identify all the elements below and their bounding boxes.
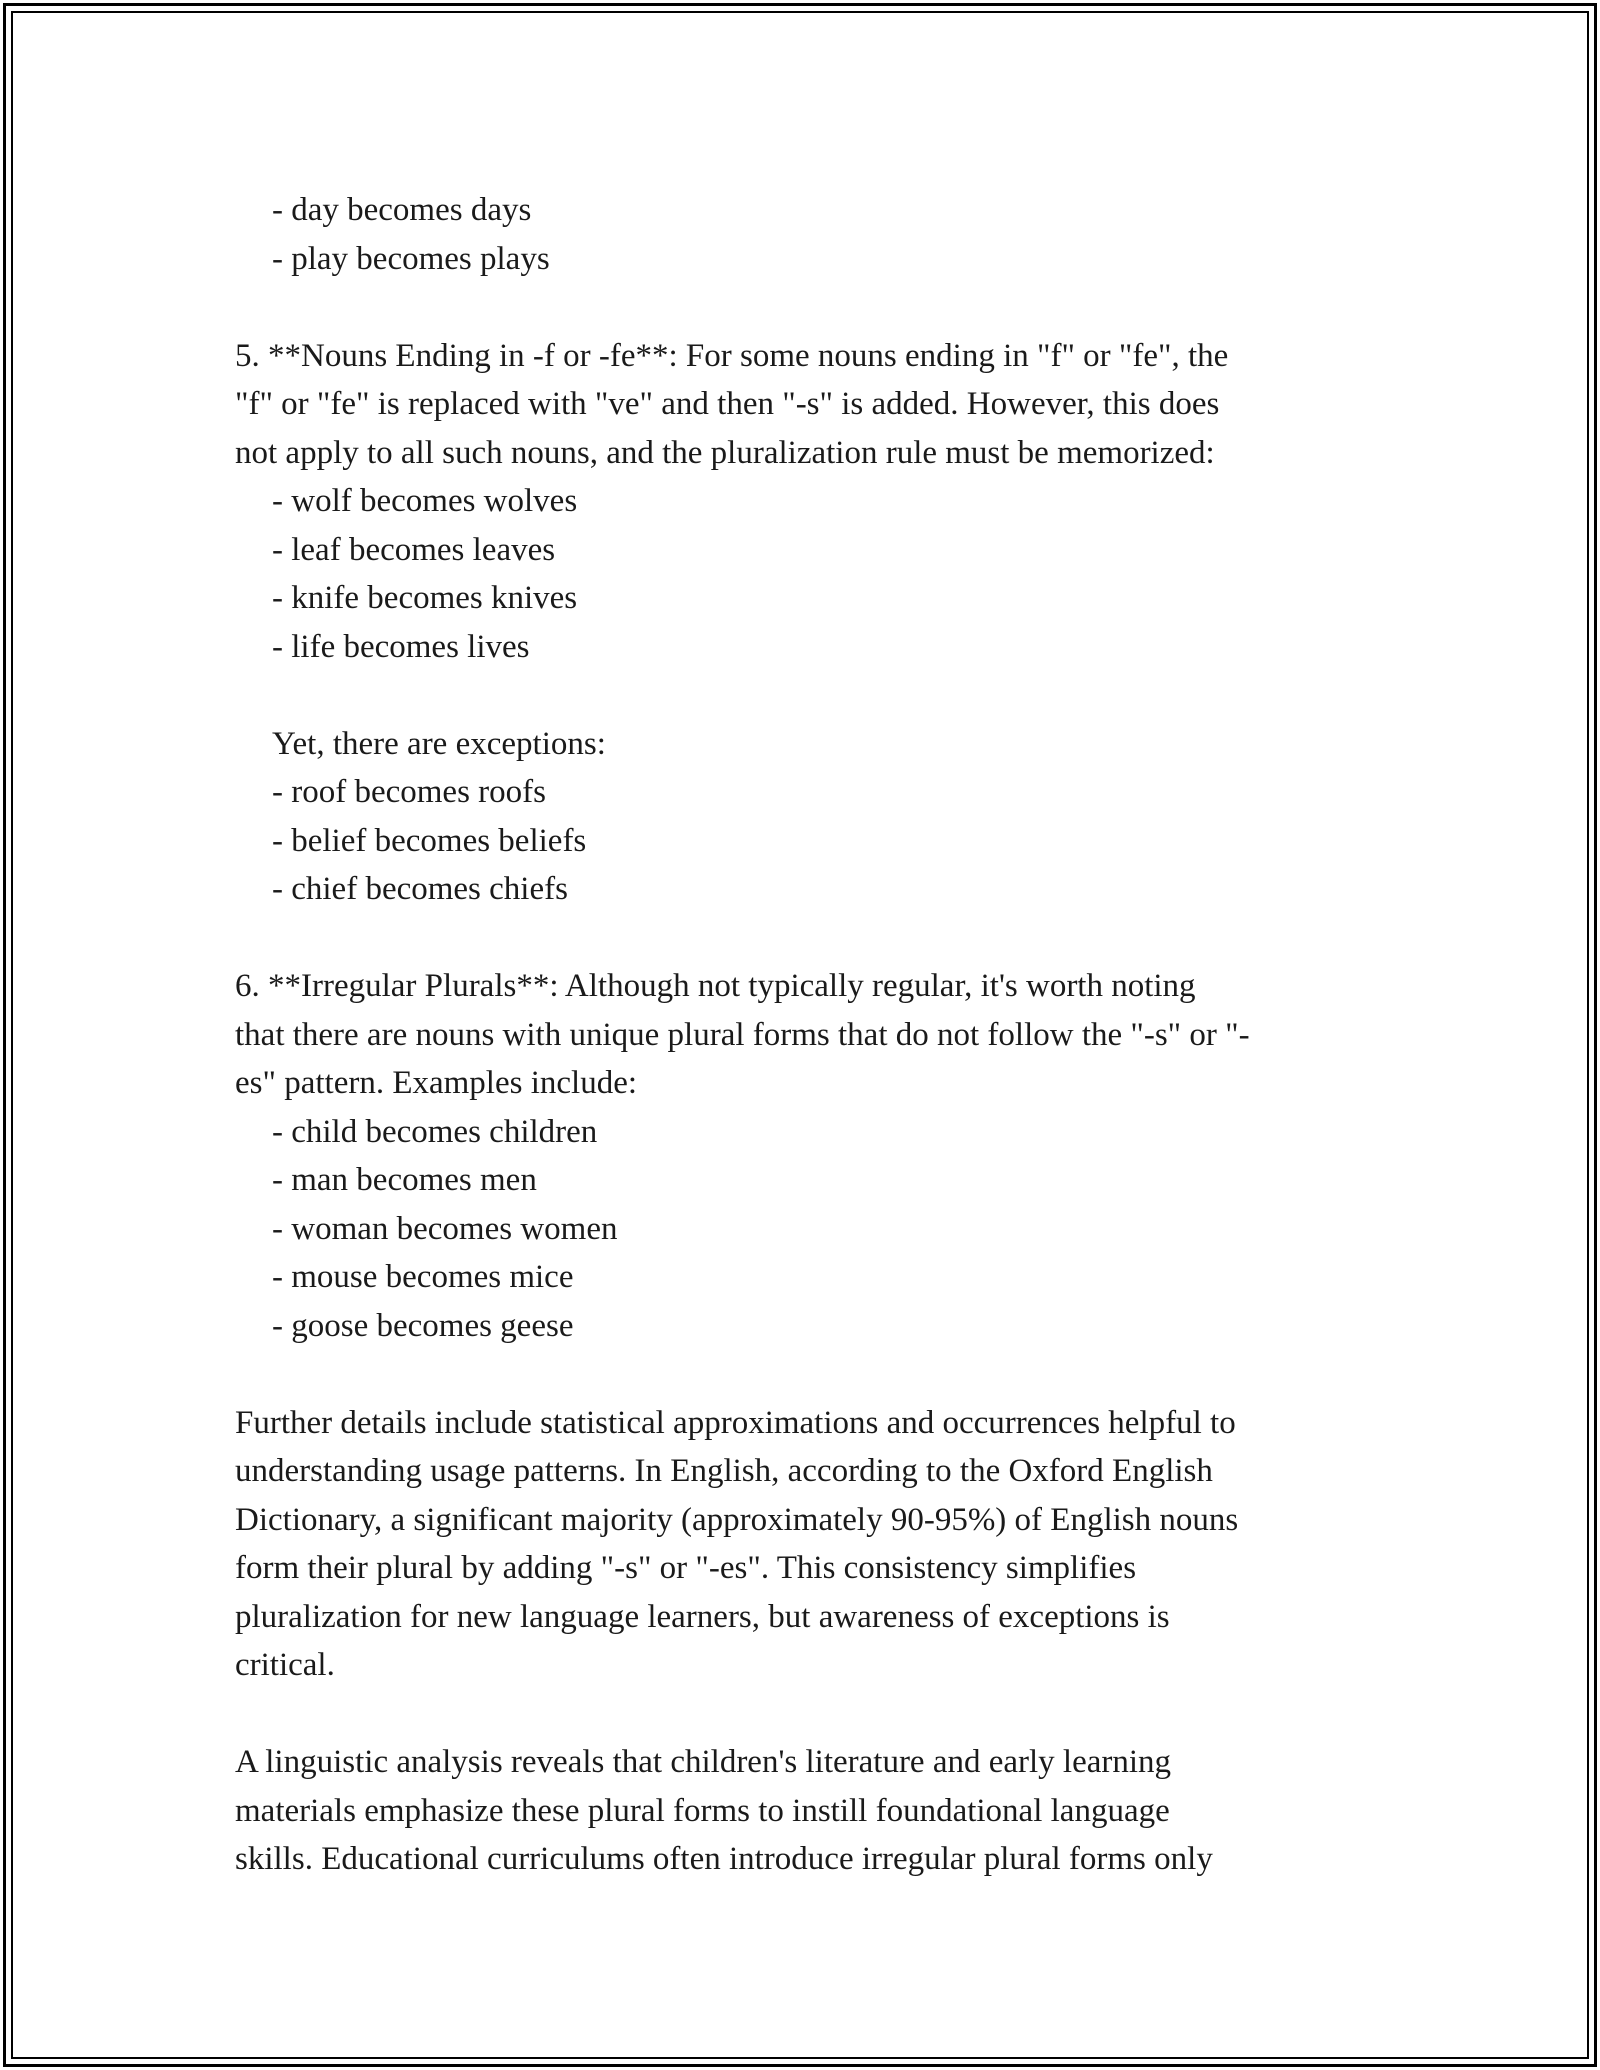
list-item: - man becomes men	[272, 1162, 537, 1198]
list-item: - child becomes children	[272, 1113, 598, 1150]
paragraph-line: 6. **Irregular Plurals**: Although not typically regular, it's worth noting	[235, 968, 1196, 1004]
paragraph-line: form their plural by adding "-s" or "-es". This consistency simplifies	[235, 1550, 1137, 1586]
list-item: - mouse becomes mice	[272, 1259, 574, 1295]
list-item: - leaf becomes leaves	[272, 531, 556, 568]
paragraph-line: understanding usage patterns. In English, according to the Oxford English	[235, 1453, 1213, 1489]
blank-line	[235, 1690, 1375, 1739]
blank-line	[235, 283, 1375, 332]
paragraph-line: not apply to all such nouns, and the pluralization rule must be memorized:	[235, 434, 1215, 471]
paragraph-line: Further details include statistical approximations and occurrences helpful to	[235, 1404, 1236, 1441]
document-body	[235, 186, 1375, 1884]
list-item: - roof becomes roofs	[272, 774, 546, 810]
paragraph-line: skills. Educational curriculums often introduce irregular plural forms only	[235, 1841, 1213, 1877]
paragraph-line: es" pattern. Examples include:	[235, 1065, 638, 1101]
paragraph-line: "f" or "fe" is replaced with "ve" and then "-s" is added. However, this does	[235, 386, 1220, 422]
list-item: - day becomes days	[272, 192, 532, 228]
list-item: - play becomes plays	[272, 240, 550, 277]
paragraph-line: Dictionary, a significant majority (approximately 90-95%) of English nouns	[235, 1501, 1239, 1538]
paragraph-line: that there are nouns with unique plural forms that do not follow the "-s" or "-	[235, 1016, 1250, 1053]
list-item: - life becomes lives	[272, 628, 530, 665]
paragraph-line: A linguistic analysis reveals that children's literature and early learning	[235, 1744, 1172, 1780]
blank-line	[235, 1350, 1375, 1399]
paragraph-line: materials emphasize these plural forms to instill foundational language	[235, 1792, 1170, 1829]
list-item: Yet, there are exceptions:	[272, 725, 606, 762]
paragraph-line: pluralization for new language learners, but awareness of exceptions is	[235, 1598, 1170, 1635]
paragraph-line: 5. **Nouns Ending in -f or -fe**: For some nouns ending in "f" or "fe", the	[235, 337, 1229, 374]
list-item: - wolf becomes wolves	[272, 483, 578, 519]
paragraph-line: critical.	[235, 1647, 335, 1683]
list-item: - goose becomes geese	[272, 1307, 574, 1344]
list-item: - knife becomes knives	[272, 580, 578, 616]
blank-line	[235, 671, 1375, 720]
list-item: - chief becomes chiefs	[272, 871, 568, 907]
list-item: - woman becomes women	[272, 1210, 618, 1247]
list-item: - belief becomes beliefs	[272, 822, 587, 859]
blank-line	[235, 914, 1375, 963]
